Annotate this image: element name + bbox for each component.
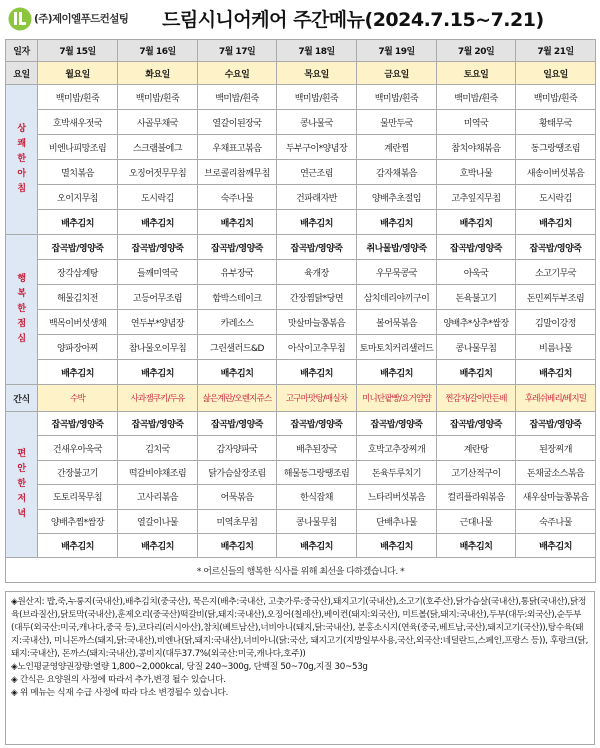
menu-item-cell: 건파래자반 — [277, 185, 357, 210]
menu-item-cell: 돈육불고기 — [437, 285, 516, 310]
menu-item-cell: 스크램블에그 — [118, 135, 198, 160]
weekday-cell: 일요일 — [516, 62, 596, 85]
menu-item-cell: 잡곡밥/영양죽 — [437, 235, 516, 260]
menu-item-cell: 양배추초절임 — [357, 185, 437, 210]
menu-item-cell: 브로콜리참깨무침 — [198, 160, 277, 185]
menu-item-cell: 배추김치 — [198, 360, 277, 385]
breakfast-menu-row — [6, 85, 596, 110]
dinner-menu-row — [6, 509, 596, 533]
breakfast-menu-row — [6, 160, 596, 185]
menu-item-cell: 근대나물 — [437, 509, 516, 533]
lunch-menu-row — [6, 360, 596, 385]
snack-cell: 미니단팥빵/요거얌얌 — [357, 385, 437, 412]
breakfast-label-char: 아 — [17, 169, 26, 179]
weekday-cell: 금요일 — [357, 62, 437, 85]
menu-item-cell: 카레소스 — [198, 310, 277, 335]
menu-item-cell: 된장찌개 — [516, 436, 596, 460]
menu-item-cell: 열갈이나물 — [118, 509, 198, 533]
menu-item-cell: 오징어젓무무침 — [118, 160, 198, 185]
notice-row — [6, 558, 596, 583]
menu-item-cell: 돈채굴소스볶음 — [516, 460, 596, 484]
menu-item-cell: 유부장국 — [198, 260, 277, 285]
menu-item-cell: 닭가슴살장조림 — [198, 460, 277, 484]
snack-label: 간식 — [6, 385, 38, 412]
menu-item-cell: 김치국 — [118, 436, 198, 460]
menu-item-cell: 미역국 — [437, 110, 516, 135]
snack-cell: 수박 — [38, 385, 118, 412]
menu-item-cell: 삼치데리야끼구이 — [357, 285, 437, 310]
weekday-cell: 수요일 — [198, 62, 277, 85]
menu-item-cell: 잡곡밥/영양죽 — [277, 412, 357, 436]
menu-item-cell: 사골무채국 — [118, 110, 198, 135]
menu-item-cell: 한식잡채 — [277, 485, 357, 509]
menu-item-cell: 해물동그랑땡조림 — [277, 460, 357, 484]
weekday-cell: 목요일 — [277, 62, 357, 85]
menu-item-cell: 배추김치 — [277, 360, 357, 385]
nutrition-info: ◈노인평균영양권장량:열량 1,800~2,000kcal, 당질 240~300g, 단백질 50~70g,지질 30~53g — [11, 662, 368, 672]
dinner-section — [6, 412, 596, 558]
menu-item-cell: 오이지무침 — [38, 185, 118, 210]
menu-item-cell: 백미밥/흰죽 — [357, 85, 437, 110]
menu-item-cell: 잡곡밥/영양죽 — [516, 235, 596, 260]
lunch-label-char: 점 — [17, 319, 26, 329]
menu-item-cell: 맛살마늘쫑볶음 — [277, 310, 357, 335]
snack-cell: 고구마맛탕/매실차 — [277, 385, 357, 412]
menu-item-cell: 백미밥/흰죽 — [118, 85, 198, 110]
menu-item-cell: 감자채볶음 — [357, 160, 437, 185]
menu-item-cell: 배추김치 — [118, 533, 198, 557]
breakfast-section — [6, 85, 596, 235]
menu-item-cell: 컬리플라워볶음 — [437, 485, 516, 509]
snack-cell: 후레쉬베리/베지밀 — [516, 385, 596, 412]
menu-item-cell: 고등어무조림 — [118, 285, 198, 310]
menu-item-cell: 양파장아찌 — [38, 335, 118, 360]
dinner-label-char: 편 — [17, 449, 26, 460]
lunch-label-char: 한 — [17, 304, 26, 314]
menu-item-cell: 두부구이*양념장 — [277, 135, 357, 160]
menu-item-cell: 아욱국 — [437, 260, 516, 285]
menu-item-cell: 돈육두루치기 — [357, 460, 437, 484]
menu-item-cell: 단배추나물 — [357, 509, 437, 533]
menu-item-cell: 토마토치커리샐러드 — [357, 335, 437, 360]
date-cell: 7월 17일 — [198, 40, 277, 62]
page-header — [0, 0, 600, 38]
company-logo-icon — [8, 6, 32, 32]
menu-item-cell: 도토리묵무침 — [38, 485, 118, 509]
menu-item-cell: 백미밥/흰죽 — [38, 85, 118, 110]
snack-row — [6, 385, 596, 412]
weekday-cell: 월요일 — [38, 62, 118, 85]
menu-item-cell: 도시락김 — [118, 185, 198, 210]
menu-item-cell: 참나물오이무침 — [118, 335, 198, 360]
menu-item-cell: 김말이강정 — [516, 310, 596, 335]
menu-item-cell: 호박나물 — [437, 160, 516, 185]
menu-item-cell: 들깨미역국 — [118, 260, 198, 285]
weekday-row — [6, 62, 596, 85]
menu-item-cell: 배추김치 — [277, 533, 357, 557]
lunch-menu-row — [6, 235, 596, 260]
menu-item-cell: 건새우아욱국 — [38, 436, 118, 460]
menu-item-cell: 아삭이고추무침 — [277, 335, 357, 360]
menu-item-cell: 잡곡밥/영양죽 — [357, 412, 437, 436]
menu-item-cell: 배추김치 — [357, 210, 437, 235]
menu-item-cell: 백미밥/흰죽 — [437, 85, 516, 110]
menu-item-cell: 배추김치 — [118, 210, 198, 235]
menu-item-cell: 잡곡밥/영양죽 — [198, 235, 277, 260]
company-name: (주)제이엘푸드컨설팅 — [34, 13, 129, 25]
menu-item-cell: 연근조림 — [277, 160, 357, 185]
menu-item-cell: 배추김치 — [38, 533, 118, 557]
breakfast-menu-row — [6, 210, 596, 235]
menu-item-cell: 육개장 — [277, 260, 357, 285]
dinner-label-char: 한 — [17, 479, 26, 490]
menu-item-cell: 고추잎지무침 — [437, 185, 516, 210]
origin-info: ◈원산지: 밥,죽,누룽지(국내산),배추김치(중국산), 묵은지(배추:국내산, 고춧가루:중국산),돼지고기(국내산),소고기(호주산),닭가슴살(국내산),통닭(국내산),닭정육(브라질산),닭토막(국내산),훈제오리(중국산)떡갈비(닭,돼지:국내산),오징어(칠레산),베이컨(돼지:외국산), 미트볼(닭,돼지:국내산),두부(대두:외국산),순두부(대두(외국산:미국,캐나다,중국 등),코다리(러시아산),참치(베트남산),너비아니(돼지,닭:국내산), 분홍소시지(연육(중국,베트남,국산),돼지고기(국산)),탕수육(돼지:국내산), 미니돈까스(돼지,닭:국내산),비엔나(닭,돼지:국내산),너비아니(닭:국산, 돼지고기(지방일부사용,국산,외국산:네덜란드,스페인,프랑스 등)), 후랑크(닭,돼지:국내산), 돈까스(돼지:국내산),콩비지(대두37.7%(외국산:미국,캐나다,호주)) — [11, 597, 589, 659]
menu-item-cell: 고사리볶음 — [118, 485, 198, 509]
menu-item-cell: 배추김치 — [38, 210, 118, 235]
weekday-cell: 토요일 — [437, 62, 516, 85]
lunch-label — [6, 235, 38, 385]
menu-item-cell: 배추김치 — [437, 533, 516, 557]
menu-item-cell: 비엔나피망조림 — [38, 135, 118, 160]
menu-item-cell: 잡곡밥/영양죽 — [516, 412, 596, 436]
breakfast-label — [6, 85, 38, 235]
date-cell: 7월 16일 — [118, 40, 198, 62]
breakfast-label-char: 침 — [17, 184, 26, 194]
menu-item-cell: 백목이버섯생채 — [38, 310, 118, 335]
menu-item-cell: 배추김치 — [38, 360, 118, 385]
menu-item-cell: 장각삼계탕 — [38, 260, 118, 285]
dinner-menu-row — [6, 533, 596, 557]
menu-item-cell: 고기산적구이 — [437, 460, 516, 484]
date-cell: 7월 19일 — [357, 40, 437, 62]
menu-item-cell: 호박고추장찌개 — [357, 436, 437, 460]
menu-item-cell: 어묵볶음 — [198, 485, 277, 509]
menu-item-cell: 잡곡밥/영양죽 — [38, 412, 118, 436]
breakfast-label-char: 상 — [17, 124, 26, 134]
lunch-menu-row — [6, 285, 596, 310]
dinner-label — [6, 412, 38, 558]
menu-item-cell: 취나물밥/영양죽 — [357, 235, 437, 260]
menu-item-cell: 황태무국 — [516, 110, 596, 135]
menu-item-cell: 소고기무국 — [516, 260, 596, 285]
date-cell: 7월 15일 — [38, 40, 118, 62]
menu-item-cell: 돈민찌두부조림 — [516, 285, 596, 310]
dinner-menu-row — [6, 412, 596, 436]
menu-item-cell: 배추김치 — [277, 210, 357, 235]
menu-item-cell: 도시락김 — [516, 185, 596, 210]
menu-item-cell: 연두부*양념장 — [118, 310, 198, 335]
menu-item-cell: 우채표고볶음 — [198, 135, 277, 160]
menu-item-cell: 그린샐러드&D — [198, 335, 277, 360]
snack-cell: 사과잼쿠키/두유 — [118, 385, 198, 412]
lunch-menu-row — [6, 335, 596, 360]
menu-change-notice: ◈ 위 메뉴는 식재 수급 사정에 따라 다소 변경될수 있습니다. — [11, 688, 229, 698]
menu-item-cell: 참치야채볶음 — [437, 135, 516, 160]
menu-item-cell: 배추김치 — [437, 210, 516, 235]
date-cell: 7월 20일 — [437, 40, 516, 62]
lunch-section — [6, 235, 596, 385]
menu-item-cell: 간장찜닭*당면 — [277, 285, 357, 310]
menu-item-cell: 해물김치전 — [38, 285, 118, 310]
breakfast-label-char: 한 — [17, 154, 26, 164]
date-cell: 7월 18일 — [277, 40, 357, 62]
snack-cell: 찐감자/갈아만든배 — [437, 385, 516, 412]
menu-item-cell: 콩나물무침 — [437, 335, 516, 360]
date-cell: 7월 21일 — [516, 40, 596, 62]
menu-item-cell: 양배추*상추*쌈장 — [437, 310, 516, 335]
menu-item-cell: 잡곡밥/영양죽 — [38, 235, 118, 260]
menu-item-cell: 배추김치 — [516, 210, 596, 235]
weekday-label: 요일 — [6, 62, 38, 85]
menu-item-cell: 계란탕 — [437, 436, 516, 460]
dinner-label-char: 저 — [17, 494, 26, 505]
snack-notice: ◈ 간식은 요양원의 사정에 따라서 추가,변경 될수 있습니다. — [11, 675, 226, 685]
menu-item-cell: 숙주나물 — [198, 185, 277, 210]
menu-item-cell: 잡곡밥/영양죽 — [118, 412, 198, 436]
breakfast-label-char: 쾌 — [17, 139, 26, 149]
menu-item-cell: 배추김치 — [437, 360, 516, 385]
menu-item-cell: 새우살마늘쫑볶음 — [516, 485, 596, 509]
dinner-menu-row — [6, 436, 596, 460]
weekly-menu-table — [5, 39, 596, 583]
menu-item-cell: 새송이버섯볶음 — [516, 160, 596, 185]
lunch-label-char: 심 — [17, 334, 26, 344]
menu-item-cell: 떡갈비야채조림 — [118, 460, 198, 484]
menu-item-cell: 미역초무침 — [198, 509, 277, 533]
menu-item-cell: 열갈이된장국 — [198, 110, 277, 135]
footer-notes — [5, 591, 595, 745]
menu-item-cell: 배추된장국 — [277, 436, 357, 460]
menu-item-cell: 숙주나물 — [516, 509, 596, 533]
menu-item-cell: 백미밥/흰죽 — [516, 85, 596, 110]
notice-text: * 어르신들의 행복한 식사를 위해 최선을 다하겠습니다. * — [6, 558, 596, 583]
lunch-label-char: 복 — [17, 289, 26, 299]
menu-item-cell: 배추김치 — [198, 210, 277, 235]
menu-item-cell: 비름나물 — [516, 335, 596, 360]
menu-item-cell: 배추김치 — [118, 360, 198, 385]
menu-item-cell: 동그랑땡조림 — [516, 135, 596, 160]
menu-item-cell: 배추김치 — [516, 533, 596, 557]
date-row — [6, 40, 596, 62]
dinner-label-char: 안 — [17, 464, 26, 475]
weekday-cell: 화요일 — [118, 62, 198, 85]
menu-item-cell: 감자양파국 — [198, 436, 277, 460]
breakfast-menu-row — [6, 110, 596, 135]
menu-item-cell: 잡곡밥/영양죽 — [437, 412, 516, 436]
menu-item-cell: 계란찜 — [357, 135, 437, 160]
menu-item-cell: 잡곡밥/영양죽 — [118, 235, 198, 260]
menu-item-cell: 잡곡밥/영양죽 — [277, 235, 357, 260]
date-label: 일자 — [6, 40, 38, 62]
menu-item-cell: 콩나물무침 — [277, 509, 357, 533]
lunch-menu-row — [6, 310, 596, 335]
lunch-menu-row — [6, 260, 596, 285]
menu-item-cell: 배추김치 — [198, 533, 277, 557]
breakfast-menu-row — [6, 135, 596, 160]
dinner-label-char: 녁 — [17, 509, 26, 520]
menu-item-cell: 함박스테이크 — [198, 285, 277, 310]
dinner-menu-row — [6, 485, 596, 509]
menu-item-cell: 배추김치 — [357, 360, 437, 385]
breakfast-menu-row — [6, 185, 596, 210]
dinner-menu-row — [6, 460, 596, 484]
menu-item-cell: 물만두국 — [357, 110, 437, 135]
page-title: 드림시니어케어 주간메뉴(2024.7.15~7.21) — [162, 9, 544, 31]
menu-item-cell: 간장불고기 — [38, 460, 118, 484]
menu-item-cell: 콩나물국 — [277, 110, 357, 135]
menu-item-cell: 잡곡밥/영양죽 — [198, 412, 277, 436]
menu-item-cell: 볼어묵볶음 — [357, 310, 437, 335]
menu-item-cell: 백미밥/흰죽 — [277, 85, 357, 110]
menu-item-cell: 배추김치 — [357, 533, 437, 557]
menu-item-cell: 느타리버섯볶음 — [357, 485, 437, 509]
snack-cell: 삶은계란/오렌지쥬스 — [198, 385, 277, 412]
menu-item-cell: 멸치볶음 — [38, 160, 118, 185]
lunch-label-char: 행 — [17, 274, 26, 284]
menu-item-cell: 우무묵콩국 — [357, 260, 437, 285]
menu-item-cell: 호박새우젓국 — [38, 110, 118, 135]
menu-item-cell: 양배추찜*쌈장 — [38, 509, 118, 533]
menu-item-cell: 배추김치 — [516, 360, 596, 385]
menu-item-cell: 백미밥/흰죽 — [198, 85, 277, 110]
